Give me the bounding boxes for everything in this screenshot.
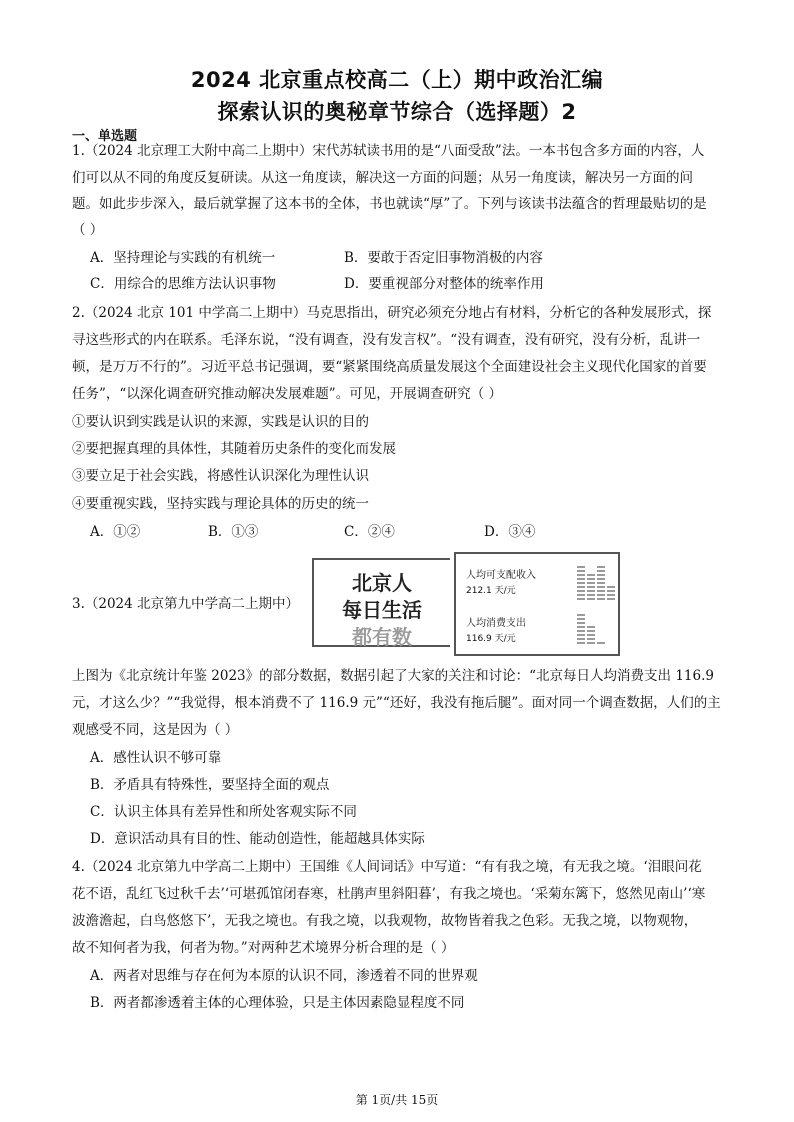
infographic-title-line1: 北京人 bbox=[352, 571, 412, 595]
infographic-data-box bbox=[454, 552, 620, 656]
income-label: 人均可支配收入 bbox=[466, 570, 536, 581]
question-3-option-a: A．感性认识不够可靠 bbox=[90, 750, 222, 766]
question-4-line: 波澹澹起，白鸟悠悠下’，无我之境也。有我之境，以我观物，故物皆着我之色彩。无我之境，以物观物， bbox=[72, 913, 698, 929]
question-2-statement: ②要把握真理的具体性，其随着历史条件的变化而发展 bbox=[72, 441, 396, 457]
infographic-title-line2: 每日生活 bbox=[342, 598, 422, 622]
question-2-line: 顿，是万万不行的”。习近平总书记强调，要“紧紧围绕高质量发展这个全面建设社会主义现代化国家的首要 bbox=[72, 359, 707, 375]
infographic-title-line3: 都有数 bbox=[352, 625, 412, 649]
question-1-line: 们可以从不同的角度反复研读。从这一角度读，解决这一方面的问题；从另一角度读，解决另一方面的问 bbox=[72, 170, 693, 186]
infographic-title-box bbox=[312, 558, 450, 647]
document-title-line2: 探索认识的奥秘章节综合（选择题）2 bbox=[217, 100, 577, 124]
question-3-line: 上图为《北京统计年鉴 2023》的部分数据，数据引起了大家的关注和讨论：“北京每日人均消费支出 116.9 bbox=[72, 668, 714, 684]
question-4-line: 故不知何者为我，何者为物。”对两种艺术境界分析合理的是（ ） bbox=[72, 940, 455, 956]
question-2-statement: ③要立足于社会实践，将感性认识深化为理性认识 bbox=[72, 468, 369, 484]
question-4-option-a: A．两者对思维与存在何为本原的认识不同，渗透着不同的世界观 bbox=[90, 968, 478, 984]
question-3-label: 3.（2024 北京第九中学高二上期中） bbox=[72, 596, 300, 612]
question-2-option-a: A．①② bbox=[90, 524, 141, 540]
spending-value: 116.9 天/元 bbox=[466, 634, 516, 644]
question-1-option-c: C．用综合的思维方法认识事物 bbox=[90, 276, 276, 292]
coin-stack-icon bbox=[576, 612, 616, 652]
question-2-option-d: D．③④ bbox=[484, 524, 536, 540]
question-2-line: 任务”，“以深化调查研究推动解决发展难题”。可见，开展调查研究（ ） bbox=[72, 386, 502, 402]
question-2-option-b: B．①③ bbox=[208, 524, 259, 540]
question-1-line: （ ） bbox=[72, 222, 104, 238]
question-3-option-b: B．矛盾具有特殊性，要坚持全面的观点 bbox=[90, 777, 330, 793]
question-2-statement: ④要重视实践，坚持实践与理论具体的历史的统一 bbox=[72, 496, 369, 512]
question-3-option-c: C．认识主体具有差异性和所处客观实际不同 bbox=[90, 804, 357, 820]
section-heading: 一、单选题 bbox=[72, 129, 138, 144]
question-1-line: 1.（2024 北京理工大附中高二上期中）宋代苏轼读书用的是“八面受敌”法。一本书包含多方面的内容，人 bbox=[72, 143, 705, 159]
question-4-option-b: B．两者都渗透着主体的心理体验，只是主体因素隐显程度不同 bbox=[90, 995, 465, 1011]
question-4-line: 4.（2024 北京第九中学高二上期中）王国维《人间词话》中写道：“有有我之境，有无我之境。‘泪眼问花 bbox=[72, 859, 702, 875]
question-1-option-d: D．要重视部分对整体的统率作用 bbox=[344, 276, 544, 292]
income-value: 212.1 天/元 bbox=[466, 586, 516, 596]
spending-label: 人均消费支出 bbox=[466, 618, 526, 629]
question-2-line: 寻这些形式的内在联系。毛泽东说，“没有调查，没有发言权”。“没有调查，没有研究，没有分析，乱讲一 bbox=[72, 332, 701, 348]
question-2-line: 2.（2024 北京 101 中学高二上期中）马克思指出，研究必须充分地占有材料，分析它的各种发展形式，探 bbox=[72, 305, 712, 321]
question-3-line: 元，才这么少？”“我觉得，根本消费不了 116.9 元”“还好，我没有拖后腿”。面对同一个调查数据，人们的主 bbox=[72, 695, 721, 711]
question-3-line: 观感受不同，这是因为（ ） bbox=[72, 722, 239, 738]
question-2-statement: ①要认识到实践是认识的来源，实践是认识的目的 bbox=[72, 414, 369, 430]
question-1-option-b: B．要敢于否定旧事物消极的内容 bbox=[344, 250, 543, 266]
document-title-line1: 2024 北京重点校高二（上）期中政治汇编 bbox=[190, 68, 604, 92]
question-3-option-d: D．意识活动具有目的性、能动创造性，能超越具体实际 bbox=[90, 831, 425, 847]
question-4-line: 花不语，乱红飞过秋千去’‘可堪孤馆闭春寒，杜鹃声里斜阳暮’，有我之境也。‘采菊东篱下，悠然见南山’‘寒 bbox=[72, 886, 706, 902]
page-number: 第 1页/共 15页 bbox=[355, 1093, 439, 1107]
question-1-line: 题。如此步步深入，最后就掌握了这本书的全体，书也就读“厚”了。下列与该读书法蕴含的哲理最贴切的是 bbox=[72, 196, 707, 212]
question-1-option-a: A．坚持理论与实践的有机统一 bbox=[90, 250, 276, 266]
question-2-option-c: C．②④ bbox=[344, 524, 395, 540]
